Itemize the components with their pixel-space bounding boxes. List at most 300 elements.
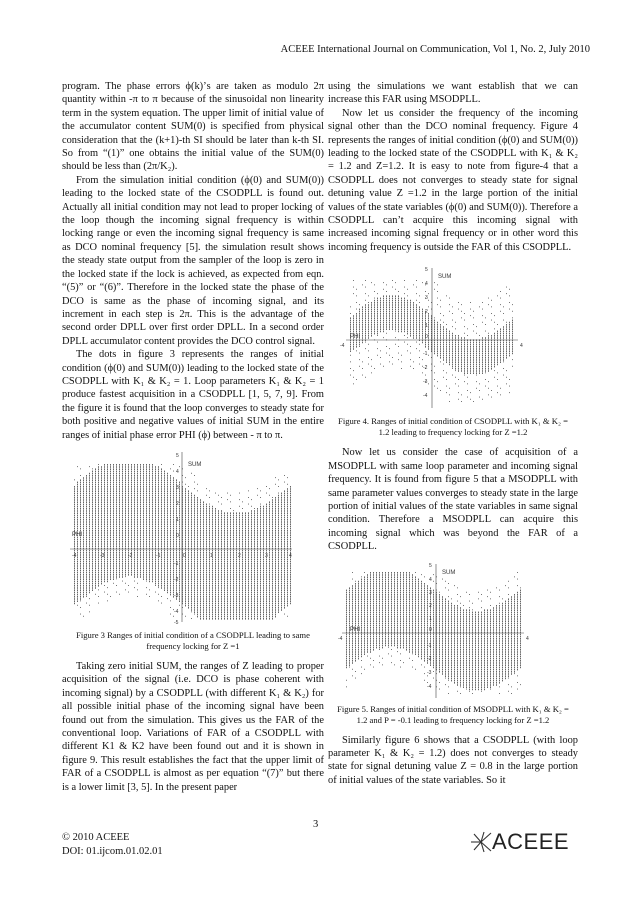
scatter-dot xyxy=(236,545,237,547)
scatter-dot xyxy=(164,473,165,475)
scatter-dot xyxy=(446,392,447,393)
scatter-dot xyxy=(386,307,387,309)
scatter-dot xyxy=(125,589,126,590)
scatter-dot xyxy=(413,315,414,317)
scatter-dot xyxy=(266,576,267,578)
scatter-dot xyxy=(257,517,258,519)
scatter-dot xyxy=(89,539,90,541)
scatter-dot xyxy=(74,592,75,594)
scatter-dot xyxy=(149,554,150,556)
scatter-dot xyxy=(170,468,171,469)
scatter-dot xyxy=(245,528,246,530)
scatter-dot xyxy=(143,578,144,580)
scatter-dot xyxy=(170,504,171,506)
scatter-dot xyxy=(224,587,225,589)
scatter-dot xyxy=(227,598,228,600)
scatter-dot xyxy=(161,545,162,547)
scatter-dot xyxy=(119,504,120,506)
scatter-dot xyxy=(158,473,159,475)
scatter-dot xyxy=(230,517,231,519)
scatter-dot xyxy=(164,537,165,539)
scatter-dot xyxy=(218,592,219,594)
scatter-dot xyxy=(80,526,81,528)
scatter-dot xyxy=(131,493,132,495)
scatter-dot xyxy=(146,554,147,556)
scatter-dot xyxy=(212,506,213,508)
scatter-dot xyxy=(200,572,201,574)
scatter-dot xyxy=(245,587,246,589)
scatter-dot xyxy=(434,331,435,333)
scatter-dot xyxy=(287,570,288,572)
scatter-dot xyxy=(278,526,279,528)
scatter-dot xyxy=(146,464,147,466)
scatter-dot xyxy=(287,589,288,591)
scatter-dot xyxy=(158,479,159,481)
scatter-dot xyxy=(395,282,396,283)
scatter-dot xyxy=(263,521,264,523)
scatter-dot xyxy=(278,537,279,539)
scatter-dot xyxy=(458,392,459,393)
scatter-dot xyxy=(248,567,249,569)
scatter-dot xyxy=(104,528,105,530)
scatter-dot xyxy=(257,616,258,618)
scatter-dot xyxy=(272,594,273,596)
scatter-dot xyxy=(239,607,240,609)
scatter-dot xyxy=(365,311,366,313)
scatter-dot xyxy=(194,515,195,517)
scatter-dot xyxy=(248,554,249,556)
scatter-dot xyxy=(239,537,240,539)
scatter-dot xyxy=(143,545,144,547)
scatter-dot xyxy=(371,331,372,333)
scatter-dot xyxy=(254,556,255,558)
scatter-dot xyxy=(167,570,168,572)
scatter-dot xyxy=(377,307,378,309)
scatter-dot xyxy=(86,574,87,576)
scatter-dot xyxy=(284,600,285,602)
scatter-dot xyxy=(437,322,438,324)
scatter-dot xyxy=(260,521,261,523)
scatter-dot xyxy=(227,517,228,519)
scatter-dot xyxy=(248,611,249,613)
scatter-dot xyxy=(473,351,474,353)
scatter-dot xyxy=(149,545,150,547)
scatter-dot xyxy=(158,488,159,490)
scatter-dot xyxy=(128,534,129,536)
scatter-dot xyxy=(215,616,216,618)
scatter-dot xyxy=(281,581,282,583)
scatter-dot xyxy=(110,576,111,578)
scatter-dot xyxy=(95,521,96,523)
scatter-dot xyxy=(149,550,150,552)
scatter-dot xyxy=(119,559,120,561)
scatter-dot xyxy=(410,326,411,328)
scatter-dot xyxy=(230,515,231,517)
scatter-dot xyxy=(371,307,372,309)
scatter-dot xyxy=(206,587,207,589)
scatter-dot xyxy=(170,578,171,580)
scatter-dot xyxy=(215,567,216,569)
scatter-dot xyxy=(92,501,93,503)
scatter-dot xyxy=(263,552,264,554)
scatter-dot xyxy=(122,543,123,545)
scatter-dot xyxy=(455,368,456,370)
scatter-dot xyxy=(224,589,225,591)
scatter-dot xyxy=(257,530,258,532)
scatter-dot xyxy=(449,359,450,361)
scatter-dot xyxy=(83,554,84,556)
scatter-dot xyxy=(218,528,219,530)
scatter-dot xyxy=(254,552,255,554)
scatter-dot xyxy=(245,611,246,613)
scatter-dot xyxy=(74,594,75,596)
scatter-dot xyxy=(140,497,141,499)
scatter-dot xyxy=(371,320,372,322)
scatter-dot xyxy=(98,581,99,583)
scatter-dot xyxy=(260,618,261,620)
scatter-dot xyxy=(83,545,84,547)
scatter-dot xyxy=(248,504,249,505)
scatter-dot xyxy=(419,309,420,311)
scatter-dot xyxy=(359,353,360,354)
scatter-dot xyxy=(248,530,249,532)
scatter-dot xyxy=(482,315,483,316)
scatter-dot xyxy=(284,545,285,547)
scatter-dot xyxy=(158,537,159,539)
scatter-dot xyxy=(458,309,459,310)
scatter-dot xyxy=(137,515,138,517)
scatter-dot xyxy=(272,552,273,554)
scatter-dot xyxy=(251,583,252,585)
scatter-dot xyxy=(287,567,288,569)
scatter-dot xyxy=(479,384,480,385)
scatter-dot xyxy=(374,333,375,335)
scatter-dot xyxy=(254,609,255,611)
scatter-dot xyxy=(281,572,282,574)
scatter-dot xyxy=(107,519,108,521)
scatter-dot xyxy=(437,326,438,328)
scatter-dot xyxy=(239,578,240,580)
scatter-dot xyxy=(164,528,165,530)
scatter-dot xyxy=(137,541,138,543)
scatter-dot xyxy=(272,572,273,574)
scatter-dot xyxy=(203,609,204,611)
scatter-dot xyxy=(191,574,192,576)
scatter-dot xyxy=(401,324,402,326)
scatter-dot xyxy=(458,366,459,368)
scatter-dot xyxy=(281,605,282,607)
scatter-dot xyxy=(224,517,225,519)
scatter-dot xyxy=(179,561,180,563)
scatter-dot xyxy=(110,530,111,532)
scatter-dot xyxy=(203,539,204,541)
scatter-dot xyxy=(287,576,288,578)
scatter-dot xyxy=(188,552,189,554)
scatter-dot xyxy=(170,554,171,556)
scatter-dot xyxy=(266,545,267,547)
scatter-dot xyxy=(458,370,459,372)
scatter-dot xyxy=(221,574,222,576)
scatter-dot xyxy=(281,495,282,497)
scatter-dot xyxy=(212,530,213,532)
scatter-dot xyxy=(83,576,84,578)
scatter-dot xyxy=(170,512,171,514)
scatter-dot xyxy=(464,348,465,350)
scatter-dot xyxy=(227,528,228,530)
scatter-dot xyxy=(284,475,285,476)
scatter-dot xyxy=(140,495,141,497)
scatter-dot xyxy=(356,324,357,326)
scatter-dot xyxy=(476,364,477,366)
scatter-dot xyxy=(125,576,126,577)
scatter-dot xyxy=(479,362,480,364)
scatter-dot xyxy=(209,517,210,519)
scatter-dot xyxy=(137,484,138,486)
scatter-dot xyxy=(245,572,246,574)
scatter-dot xyxy=(83,517,84,519)
scatter-dot xyxy=(200,532,201,534)
scatter-dot xyxy=(380,324,381,326)
scatter-dot xyxy=(230,609,231,611)
scatter-dot xyxy=(389,298,390,300)
scatter-dot xyxy=(245,609,246,611)
scatter-dot xyxy=(158,493,159,495)
scatter-dot xyxy=(269,506,270,508)
scatter-dot xyxy=(464,344,465,346)
scatter-dot xyxy=(170,488,171,490)
scatter-dot xyxy=(164,572,165,574)
scatter-dot xyxy=(125,523,126,525)
scatter-dot xyxy=(131,545,132,547)
scatter-dot xyxy=(449,346,450,348)
scatter-dot xyxy=(368,315,369,317)
scatter-dot xyxy=(272,521,273,523)
scatter-dot xyxy=(413,368,414,369)
scatter-dot xyxy=(227,596,228,598)
scatter-dot xyxy=(179,541,180,543)
scatter-dot xyxy=(122,567,123,569)
scatter-dot xyxy=(122,508,123,510)
scatter-dot xyxy=(404,304,405,306)
scatter-dot xyxy=(191,526,192,528)
scatter-dot xyxy=(278,543,279,545)
scatter-dot xyxy=(260,561,261,563)
scatter-dot xyxy=(191,497,192,499)
scatter-dot xyxy=(137,589,138,590)
scatter-dot xyxy=(128,471,129,473)
scatter-dot xyxy=(161,490,162,492)
scatter-dot xyxy=(287,616,288,617)
scatter-dot xyxy=(191,563,192,565)
scatter-dot xyxy=(125,521,126,523)
scatter-dot xyxy=(434,351,435,353)
scatter-dot xyxy=(275,592,276,594)
scatter-dot xyxy=(428,329,429,331)
scatter-dot xyxy=(227,585,228,587)
scatter-dot xyxy=(125,464,126,466)
scatter-dot xyxy=(77,488,78,490)
scatter-dot xyxy=(290,510,291,512)
scatter-dot xyxy=(206,570,207,572)
scatter-dot xyxy=(110,556,111,558)
scatter-dot xyxy=(458,399,459,400)
scatter-dot xyxy=(215,614,216,616)
scatter-dot xyxy=(263,519,264,521)
scatter-dot xyxy=(467,364,468,366)
scatter-dot xyxy=(452,313,453,314)
scatter-dot xyxy=(215,512,216,514)
scatter-dot xyxy=(191,578,192,580)
scatter-dot xyxy=(131,550,132,552)
scatter-dot xyxy=(212,587,213,589)
scatter-dot xyxy=(254,607,255,609)
scatter-dot xyxy=(197,530,198,532)
scatter-dot xyxy=(278,479,279,480)
scatter-dot xyxy=(206,565,207,567)
scatter-dot xyxy=(251,592,252,594)
scatter-dot xyxy=(221,512,222,514)
scatter-dot xyxy=(227,581,228,583)
scatter-dot xyxy=(98,475,99,477)
scatter-dot xyxy=(212,578,213,580)
scatter-dot xyxy=(140,464,141,466)
scatter-dot xyxy=(113,528,114,530)
scatter-dot xyxy=(443,333,444,335)
scatter-dot xyxy=(80,523,81,525)
scatter-dot xyxy=(149,559,150,561)
scatter-dot xyxy=(254,530,255,532)
scatter-dot xyxy=(212,563,213,565)
scatter-dot xyxy=(290,493,291,495)
scatter-dot xyxy=(425,331,426,333)
scatter-dot xyxy=(188,543,189,545)
scatter-dot xyxy=(173,570,174,572)
scatter-dot xyxy=(203,574,204,576)
scatter-dot xyxy=(254,583,255,585)
scatter-dot xyxy=(158,561,159,563)
scatter-dot xyxy=(248,512,249,514)
scatter-dot xyxy=(416,293,417,294)
scatter-dot xyxy=(275,541,276,543)
scatter-dot xyxy=(89,587,90,589)
scatter-dot xyxy=(263,515,264,517)
scatter-dot xyxy=(131,528,132,530)
scatter-dot xyxy=(125,552,126,554)
scatter-dot xyxy=(245,559,246,561)
scatter-dot xyxy=(221,565,222,567)
scatter-dot xyxy=(284,596,285,598)
scatter-dot xyxy=(203,508,204,510)
scatter-dot xyxy=(101,537,102,539)
scatter-dot xyxy=(131,519,132,521)
scatter-dot xyxy=(206,598,207,600)
scatter-dot xyxy=(155,563,156,565)
scatter-dot xyxy=(353,322,354,324)
scatter-dot xyxy=(107,587,108,588)
scatter-dot xyxy=(134,495,135,497)
scatter-dot xyxy=(119,471,120,473)
scatter-dot xyxy=(281,576,282,578)
scatter-dot xyxy=(179,519,180,521)
scatter-dot xyxy=(185,506,186,508)
figure-3-x-label: PHI xyxy=(72,531,83,538)
scatter-dot xyxy=(377,335,378,336)
scatter-dot xyxy=(209,614,210,616)
scatter-dot xyxy=(254,528,255,530)
scatter-dot xyxy=(128,519,129,521)
scatter-dot xyxy=(239,550,240,552)
scatter-dot xyxy=(116,528,117,530)
scatter-dot xyxy=(254,567,255,569)
scatter-dot xyxy=(224,559,225,561)
scatter-dot xyxy=(158,512,159,514)
scatter-dot xyxy=(263,550,264,552)
scatter-dot xyxy=(110,482,111,484)
scatter-dot xyxy=(152,499,153,501)
scatter-dot xyxy=(170,583,171,585)
scatter-dot xyxy=(269,581,270,583)
scatter-dot xyxy=(281,578,282,580)
scatter-dot xyxy=(158,574,159,576)
scatter-dot xyxy=(104,468,105,470)
scatter-dot xyxy=(440,353,441,355)
scatter-dot xyxy=(98,497,99,499)
scatter-dot xyxy=(77,576,78,578)
scatter-dot xyxy=(86,550,87,552)
scatter-dot xyxy=(245,512,246,514)
scatter-dot xyxy=(173,526,174,528)
scatter-dot xyxy=(173,567,174,569)
scatter-dot xyxy=(383,324,384,326)
scatter-dot xyxy=(419,331,420,333)
scatter-dot xyxy=(473,353,474,355)
scatter-dot xyxy=(212,517,213,519)
scatter-dot xyxy=(173,559,174,561)
scatter-dot xyxy=(230,578,231,580)
scatter-dot xyxy=(440,333,441,335)
scatter-dot xyxy=(284,482,285,483)
scatter-dot xyxy=(74,499,75,501)
scatter-dot xyxy=(146,587,147,588)
scatter-dot xyxy=(170,600,171,601)
scatter-dot xyxy=(437,344,438,346)
scatter-dot xyxy=(131,512,132,514)
scatter-dot xyxy=(230,539,231,541)
scatter-dot xyxy=(455,377,456,378)
scatter-dot xyxy=(404,307,405,309)
scatter-dot xyxy=(101,512,102,514)
scatter-dot xyxy=(122,506,123,508)
scatter-dot xyxy=(365,322,366,324)
scatter-dot xyxy=(272,596,273,598)
scatter-dot xyxy=(176,526,177,528)
scatter-dot xyxy=(203,592,204,594)
scatter-dot xyxy=(194,607,195,609)
scatter-dot xyxy=(98,512,99,514)
scatter-dot xyxy=(395,344,396,345)
scatter-dot xyxy=(428,346,429,348)
scatter-dot xyxy=(98,603,99,604)
scatter-dot xyxy=(218,515,219,517)
scatter-dot xyxy=(194,609,195,611)
scatter-dot xyxy=(167,532,168,534)
right-paragraph-2: Now let us consider the frequency of the incoming signal other than the DCO nominal frequency. Figure 4 represents the ranges of initial condition (ϕ(0) and SUM(0)) leading to the locked state of the CSODPLL with K₁ & K₂ = 1.2 and Z=1.2. It is easy to note from figure-4 that a CSODPLL does not converges to steady state for signal detuning value Z =1.2 in the large portion of the initial values of the state variables (ϕ(0) and SUM(0)). Therefore a CSODPLL can’t acquire this incoming signal with increased incoming signal frequency or in other word this incoming frequency is outside the FAR of this CSODPLL. xyxy=(328,107,578,253)
scatter-dot xyxy=(203,552,204,554)
scatter-dot xyxy=(179,528,180,530)
scatter-dot xyxy=(134,499,135,501)
scatter-dot xyxy=(107,563,108,565)
scatter-dot xyxy=(239,576,240,578)
